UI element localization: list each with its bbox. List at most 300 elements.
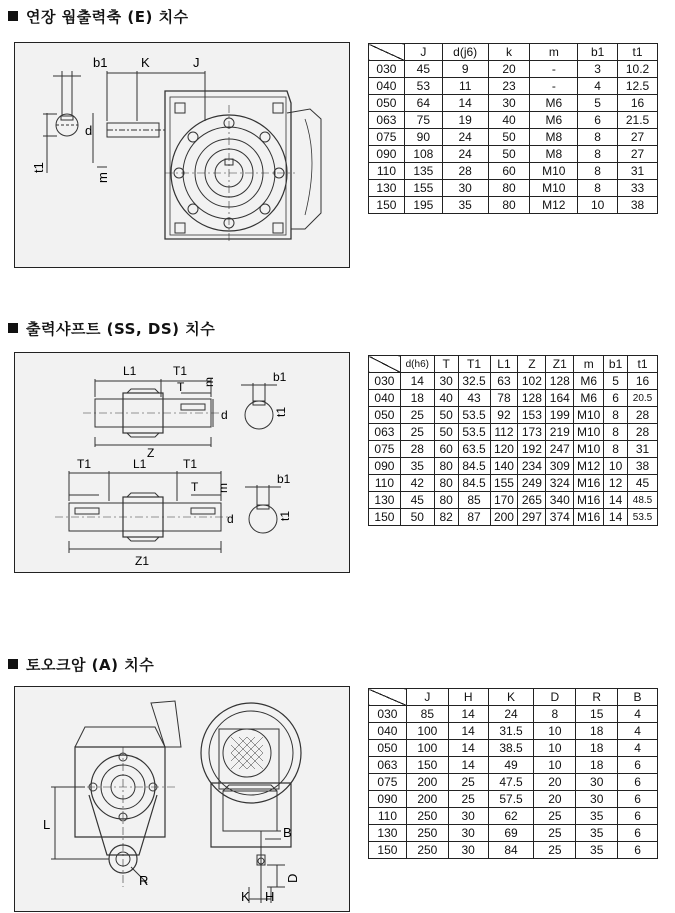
table-cell: 30: [488, 95, 530, 112]
table-cell: 45: [404, 61, 442, 78]
table-row: [369, 390, 658, 407]
table-cell: 10: [534, 723, 576, 740]
corner-cell: [369, 689, 407, 706]
col-d-h6: d(h6): [400, 356, 434, 373]
col-m: m: [530, 44, 578, 61]
table-cell: 155: [490, 475, 518, 492]
table-row: [369, 163, 658, 180]
table-cell: 25: [448, 791, 488, 808]
table-cell: 102: [518, 373, 546, 390]
table-cell: 173: [518, 424, 546, 441]
worm-extension-drawing: [14, 42, 350, 268]
torque-arm-svg: [15, 687, 349, 911]
table-cell: 80: [488, 197, 530, 214]
table-cell: 85: [458, 492, 490, 509]
table-cell: 57.5: [488, 791, 534, 808]
table-cell: 50: [434, 407, 458, 424]
table-cell: 219: [546, 424, 574, 441]
table-cell: 200: [406, 791, 448, 808]
table-cell: 40: [488, 112, 530, 129]
table-cell: 60: [434, 441, 458, 458]
fig2-label-d: d: [221, 408, 228, 422]
fig2-label-m-ds: m: [216, 483, 230, 493]
table-cell: 82: [434, 509, 458, 526]
table-cell: 200: [490, 509, 518, 526]
table-cell: 24: [488, 706, 534, 723]
table-cell: 8: [578, 146, 618, 163]
table-cell: 12.5: [618, 78, 658, 95]
table-cell: 374: [546, 509, 574, 526]
table-cell: 309: [546, 458, 574, 475]
table-cell: 16: [628, 373, 658, 390]
table-cell: 6: [618, 757, 658, 774]
section-2-heading: [8, 318, 215, 339]
col-h: H: [448, 689, 488, 706]
table-torque-arm: [368, 688, 658, 859]
fig2-label-t: T: [177, 380, 185, 394]
table-cell: 31.5: [488, 723, 534, 740]
section-3-title: 토오크암 (A) 치수: [26, 656, 155, 674]
table-cell: 53.5: [458, 424, 490, 441]
row-size-cell: 075: [369, 441, 401, 458]
table-cell: 80: [434, 492, 458, 509]
table-cell: 87: [458, 509, 490, 526]
fig3-label-r: R: [139, 873, 149, 888]
table-cell: 45: [628, 475, 658, 492]
table-cell: 164: [546, 390, 574, 407]
fig3-label-h: H: [265, 889, 275, 904]
table-cell: 3: [578, 61, 618, 78]
col-k: k: [488, 44, 530, 61]
table-cell: 14: [448, 723, 488, 740]
table-cell: 35: [576, 842, 618, 859]
table-cell: 53.5: [628, 509, 658, 526]
table-cell: 20: [488, 61, 530, 78]
table-worm-extension: [368, 43, 658, 214]
fig2-label-d-ds: d: [227, 512, 234, 526]
table-cell: M6: [530, 112, 578, 129]
table-cell: 25: [534, 842, 576, 859]
section-1-heading: [8, 6, 189, 27]
col-m: m: [574, 356, 604, 373]
table-cell: 38: [618, 197, 658, 214]
table-cell: 40: [434, 390, 458, 407]
row-size-cell: 090: [369, 791, 407, 808]
table-cell: 249: [518, 475, 546, 492]
table-cell: M16: [574, 475, 604, 492]
output-shaft-svg: [15, 353, 349, 572]
table-cell: -: [530, 78, 578, 95]
fig1-label-b1: b1: [93, 55, 108, 70]
table-cell: 14: [442, 95, 488, 112]
table-cell: 50: [434, 424, 458, 441]
table-cell: 4: [618, 723, 658, 740]
table-cell: 150: [406, 757, 448, 774]
table-cell: M16: [574, 492, 604, 509]
table-cell: 200: [406, 774, 448, 791]
table-header-row: [369, 689, 658, 706]
table-cell: 63.5: [458, 441, 490, 458]
table-cell: 14: [604, 492, 628, 509]
row-size-cell: 150: [369, 197, 405, 214]
table-cell: 35: [442, 197, 488, 214]
table-cell: 14: [448, 757, 488, 774]
fig2-label-t1-right: T1: [183, 457, 198, 471]
table-cell: 42: [400, 475, 434, 492]
table-cell: 18: [576, 740, 618, 757]
table-cell: 25: [400, 424, 434, 441]
col-t1: t1: [618, 44, 658, 61]
table-cell: 19: [442, 112, 488, 129]
row-size-cell: 040: [369, 723, 407, 740]
fig2-label-m: m: [202, 377, 216, 387]
table-row: [369, 112, 658, 129]
table-row: [369, 61, 658, 78]
row-size-cell: 050: [369, 740, 407, 757]
col-j: J: [404, 44, 442, 61]
table-cell: 23: [488, 78, 530, 95]
corner-cell: [369, 44, 405, 61]
table-cell: 53: [404, 78, 442, 95]
fig3-label-d: D: [285, 873, 300, 883]
row-size-cell: 130: [369, 180, 405, 197]
table-cell: 250: [406, 808, 448, 825]
table-cell: 250: [406, 825, 448, 842]
fig2-label-t1: T1: [173, 364, 188, 378]
row-size-cell: 050: [369, 95, 405, 112]
table-row: [369, 129, 658, 146]
table-cell: 69: [488, 825, 534, 842]
table-cell: 20: [534, 791, 576, 808]
table-cell: M10: [574, 424, 604, 441]
table-cell: 6: [618, 808, 658, 825]
fig2-label-b1: b1: [273, 370, 287, 384]
table-cell: 4: [618, 740, 658, 757]
table-cell: 6: [618, 842, 658, 859]
table-cell: M6: [574, 373, 604, 390]
table-cell: 45: [400, 492, 434, 509]
table-cell: 12: [604, 475, 628, 492]
table-cell: 28: [400, 441, 434, 458]
table-cell: 5: [578, 95, 618, 112]
row-size-cell: 130: [369, 492, 401, 509]
table-row: [369, 475, 658, 492]
table-cell: 6: [604, 390, 628, 407]
row-size-cell: 030: [369, 373, 401, 390]
table-row: [369, 774, 658, 791]
table-cell: M6: [530, 95, 578, 112]
table-cell: 28: [442, 163, 488, 180]
table-cell: 30: [442, 180, 488, 197]
col-k: K: [488, 689, 534, 706]
square-bullet-icon: [8, 11, 18, 21]
table-cell: 4: [578, 78, 618, 95]
table-cell: 30: [434, 373, 458, 390]
table-cell: 38: [628, 458, 658, 475]
table-cell: 80: [488, 180, 530, 197]
table-output-shaft: [368, 355, 658, 526]
table-cell: 120: [490, 441, 518, 458]
table-cell: M8: [530, 146, 578, 163]
worm-extension-svg: [15, 43, 349, 267]
table-row: [369, 373, 658, 390]
table-cell: 18: [400, 390, 434, 407]
row-size-cell: 110: [369, 808, 407, 825]
table-cell: 8: [604, 441, 628, 458]
table-cell: 112: [490, 424, 518, 441]
table-row: [369, 441, 658, 458]
row-size-cell: 075: [369, 129, 405, 146]
table-cell: 16: [618, 95, 658, 112]
fig2-label-t1-left: T1: [77, 457, 92, 471]
table-cell: 8: [578, 163, 618, 180]
table-cell: 53.5: [458, 407, 490, 424]
table-row: [369, 197, 658, 214]
table-body: [369, 61, 658, 214]
table-cell: 80: [434, 475, 458, 492]
table-cell: 32.5: [458, 373, 490, 390]
table-cell: 25: [534, 825, 576, 842]
col-z1: Z1: [546, 356, 574, 373]
col-z: Z: [518, 356, 546, 373]
table-cell: 135: [404, 163, 442, 180]
table-cell: 10: [534, 757, 576, 774]
table-cell: 75: [404, 112, 442, 129]
table-cell: 30: [576, 774, 618, 791]
table-cell: 50: [488, 129, 530, 146]
fig1-label-t1: t1: [31, 162, 46, 173]
table-cell: 25: [400, 407, 434, 424]
row-size-cell: 110: [369, 163, 405, 180]
table-cell: M10: [574, 441, 604, 458]
table-cell: 153: [518, 407, 546, 424]
section-3-heading: [8, 654, 154, 675]
table-row: [369, 706, 658, 723]
shaft-key-outline: [61, 116, 73, 120]
table-cell: 14: [400, 373, 434, 390]
table-cell: 20.5: [628, 390, 658, 407]
table-cell: 35: [576, 808, 618, 825]
table-cell: 108: [404, 146, 442, 163]
table-cell: 6: [618, 825, 658, 842]
table-body: [369, 706, 658, 859]
fig2-label-t1b: t1: [274, 406, 288, 417]
table-row: [369, 95, 658, 112]
table-cell: -: [530, 61, 578, 78]
table-cell: 14: [448, 740, 488, 757]
table-row: [369, 842, 658, 859]
table-cell: 247: [546, 441, 574, 458]
table-cell: 8: [534, 706, 576, 723]
table-cell: 24: [442, 146, 488, 163]
table-cell: 10: [534, 740, 576, 757]
table-cell: M10: [574, 407, 604, 424]
table-cell: 297: [518, 509, 546, 526]
table-cell: 31: [618, 163, 658, 180]
table-header-row: [369, 44, 658, 61]
row-size-cell: 150: [369, 842, 407, 859]
table-cell: 15: [576, 706, 618, 723]
table-cell: 90: [404, 129, 442, 146]
fig2-label-b1-ds: b1: [277, 472, 291, 486]
table-cell: 265: [518, 492, 546, 509]
table-cell: 14: [448, 706, 488, 723]
fig2-label-t1-ds: t1: [278, 510, 292, 521]
table-cell: 85: [406, 706, 448, 723]
table-cell: M8: [530, 129, 578, 146]
table-row: [369, 791, 658, 808]
table-row: [369, 509, 658, 526]
fig1-label-j: J: [193, 55, 200, 70]
table-cell: 8: [604, 424, 628, 441]
table-cell: 27: [618, 146, 658, 163]
col-t: T: [434, 356, 458, 373]
table-cell: 30: [576, 791, 618, 808]
table-cell: 38.5: [488, 740, 534, 757]
fig2-label-z1: Z1: [135, 554, 150, 568]
fig3-label-l: L: [43, 817, 51, 832]
col-t1b: t1: [628, 356, 658, 373]
table-cell: 30: [448, 825, 488, 842]
row-size-cell: 063: [369, 757, 407, 774]
section-1-title: 연장 웜출력축 (E) 치수: [26, 8, 189, 26]
table-cell: 60: [488, 163, 530, 180]
corner-cell: [369, 356, 401, 373]
table-cell: 78: [490, 390, 518, 407]
table-cell: 199: [546, 407, 574, 424]
row-size-cell: 063: [369, 424, 401, 441]
table-cell: M12: [574, 458, 604, 475]
table-cell: 84.5: [458, 475, 490, 492]
table-cell: M10: [530, 163, 578, 180]
square-bullet-icon: [8, 323, 18, 333]
table-cell: 155: [404, 180, 442, 197]
table-header-row: [369, 356, 658, 373]
table-cell: 84.5: [458, 458, 490, 475]
table-cell: 30: [448, 808, 488, 825]
table-cell: 18: [576, 757, 618, 774]
row-size-cell: 075: [369, 774, 407, 791]
square-bullet-icon: [8, 659, 18, 669]
table-cell: 340: [546, 492, 574, 509]
col-b1: b1: [578, 44, 618, 61]
row-size-cell: 030: [369, 706, 407, 723]
table-cell: M12: [530, 197, 578, 214]
fig2-label-t-ds: T: [191, 480, 199, 494]
row-size-cell: 130: [369, 825, 407, 842]
table-cell: 63: [490, 373, 518, 390]
section-2-title: 출력샤프트 (SS, DS) 치수: [26, 320, 216, 338]
table-row: [369, 407, 658, 424]
table-cell: 27: [618, 129, 658, 146]
table-cell: 170: [490, 492, 518, 509]
table-cell: 47.5: [488, 774, 534, 791]
table-cell: 234: [518, 458, 546, 475]
table-cell: 49: [488, 757, 534, 774]
table-cell: M6: [574, 390, 604, 407]
table-cell: 8: [578, 180, 618, 197]
table-cell: 31: [628, 441, 658, 458]
table-cell: 100: [406, 723, 448, 740]
table-cell: 30: [448, 842, 488, 859]
row-size-cell: 040: [369, 78, 405, 95]
table-cell: M16: [574, 509, 604, 526]
table-row: [369, 424, 658, 441]
table-cell: 100: [406, 740, 448, 757]
table-cell: 9: [442, 61, 488, 78]
table-cell: M10: [530, 180, 578, 197]
col-t1: T1: [458, 356, 490, 373]
table-cell: 10.2: [618, 61, 658, 78]
fig3-label-b: B: [283, 825, 292, 840]
table-cell: 140: [490, 458, 518, 475]
table-cell: 92: [490, 407, 518, 424]
table-row: [369, 723, 658, 740]
table-cell: 10: [604, 458, 628, 475]
table-cell: 28: [628, 407, 658, 424]
table-cell: 21.5: [618, 112, 658, 129]
table-cell: 20: [534, 774, 576, 791]
table-row: [369, 740, 658, 757]
fig3-label-k: K: [241, 889, 250, 904]
col-d: D: [534, 689, 576, 706]
table-cell: 6: [578, 112, 618, 129]
table-row: [369, 492, 658, 509]
table-cell: 324: [546, 475, 574, 492]
table-cell: 8: [578, 129, 618, 146]
table-cell: 43: [458, 390, 490, 407]
table-cell: 8: [604, 407, 628, 424]
table-cell: 11: [442, 78, 488, 95]
row-size-cell: 040: [369, 390, 401, 407]
row-size-cell: 090: [369, 146, 405, 163]
table-cell: 25: [448, 774, 488, 791]
table-cell: 84: [488, 842, 534, 859]
col-r: R: [576, 689, 618, 706]
fig1-label-m: m: [95, 172, 110, 183]
table-body: [369, 373, 658, 526]
fig1-label-d: d: [85, 123, 93, 138]
table-row: [369, 825, 658, 842]
fig2-label-l1: L1: [123, 364, 137, 378]
table-cell: 50: [488, 146, 530, 163]
row-size-cell: 063: [369, 112, 405, 129]
col-b: B: [618, 689, 658, 706]
table-row: [369, 808, 658, 825]
table-cell: 28: [628, 424, 658, 441]
torque-arm-drawing: [14, 686, 350, 912]
row-size-cell: 030: [369, 61, 405, 78]
row-size-cell: 150: [369, 509, 401, 526]
table-row: [369, 146, 658, 163]
table-cell: 128: [546, 373, 574, 390]
table-cell: 14: [604, 509, 628, 526]
table-cell: 192: [518, 441, 546, 458]
row-size-cell: 110: [369, 475, 401, 492]
table-row: [369, 180, 658, 197]
table-cell: 50: [400, 509, 434, 526]
table-cell: 18: [576, 723, 618, 740]
table-cell: 128: [518, 390, 546, 407]
table-cell: 5: [604, 373, 628, 390]
table-cell: 250: [406, 842, 448, 859]
table-cell: 35: [400, 458, 434, 475]
table-row: [369, 757, 658, 774]
table-cell: 48.5: [628, 492, 658, 509]
col-l1: L1: [490, 356, 518, 373]
table-cell: 6: [618, 791, 658, 808]
table-cell: 25: [534, 808, 576, 825]
